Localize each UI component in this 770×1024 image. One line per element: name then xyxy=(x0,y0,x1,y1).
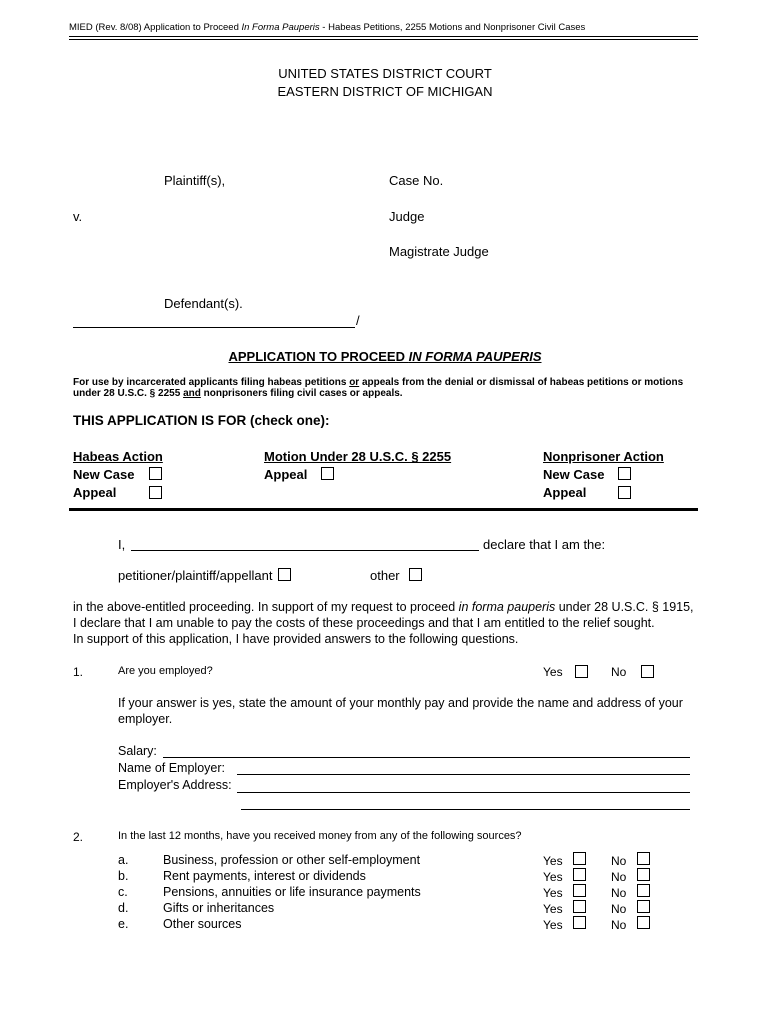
q2-item-no-label: No xyxy=(611,902,627,916)
other-label: other xyxy=(370,568,400,583)
habeas-appeal-label: Appeal xyxy=(73,485,117,500)
versus-label: v. xyxy=(73,209,83,224)
support-line-3: In support of this application, I have provided answers to the following questions. xyxy=(73,632,519,646)
form-id-pre: MIED (Rev. 8/08) Application to Proceed xyxy=(69,22,242,33)
nonprisoner-new-case-label: New Case xyxy=(543,467,605,482)
q2-item-no-label: No xyxy=(611,918,627,932)
check-one-heading: THIS APPLICATION IS FOR (check one): xyxy=(73,413,330,428)
defendant-label: Defendant(s). xyxy=(164,296,243,311)
other-checkbox[interactable] xyxy=(409,568,422,581)
q2a-no-checkbox[interactable] xyxy=(637,852,650,865)
motion-2255-title: Motion Under 28 U.S.C. § 2255 xyxy=(264,449,452,464)
q2-item-text: Business, profession or other self-employment xyxy=(163,853,421,867)
q2-item-yes-label: Yes xyxy=(543,870,563,884)
q2-item-no-label: No xyxy=(611,854,627,868)
declaration-i: I, xyxy=(118,537,126,552)
judge-label: Judge xyxy=(389,209,425,224)
q1-instruction: If your answer is yes, state the amount of your monthly pay and provide the name and address of your employer. xyxy=(118,696,683,726)
habeas-new-case-checkbox[interactable] xyxy=(149,467,162,480)
q2-item-no-label: No xyxy=(611,870,627,884)
q2-item-yes-label: Yes xyxy=(543,886,563,900)
q2d-yes-checkbox[interactable] xyxy=(573,900,586,913)
q2-item-yes-label: Yes xyxy=(543,902,563,916)
habeas-title: Habeas Action xyxy=(73,449,163,464)
q2-item-yes-label: Yes xyxy=(543,918,563,932)
q2c-no-checkbox[interactable] xyxy=(637,884,650,897)
q2-item-no-label: No xyxy=(611,886,627,900)
q2-item-text: Pensions, annuities or life insurance payments xyxy=(163,885,421,899)
usage-note-part3: nonprisoners filing civil cases or appeals. xyxy=(200,388,403,399)
q2-item-text: Gifts or inheritances xyxy=(163,901,275,915)
magistrate-judge-label: Magistrate Judge xyxy=(389,244,489,259)
usage-note-or: or xyxy=(349,377,360,388)
caption-slash: / xyxy=(356,313,360,328)
q1-question: Are you employed? xyxy=(118,665,213,677)
q1-yes-label: Yes xyxy=(543,665,563,679)
nonprisoner-new-case-checkbox[interactable] xyxy=(618,467,631,480)
support-line-1-italic: in forma pauperis xyxy=(458,600,556,614)
petitioner-checkbox[interactable] xyxy=(278,568,291,581)
declaration-declare: declare that I am the: xyxy=(483,537,606,552)
usage-note-part1: For use by incarcerated applicants filing habeas petitions xyxy=(73,377,350,388)
q2b-no-checkbox[interactable] xyxy=(637,868,650,881)
case-no-label: Case No. xyxy=(389,173,444,188)
q2-item-letter: a. xyxy=(118,853,129,867)
applicant-name-field[interactable] xyxy=(131,550,479,551)
employer-name-field[interactable] xyxy=(237,774,690,775)
title-pre: APPLICATION TO PROCEED xyxy=(228,349,409,364)
section-divider xyxy=(69,508,698,511)
q2-item-letter: b. xyxy=(118,869,129,883)
q2e-yes-checkbox[interactable] xyxy=(573,916,586,929)
support-line-1-post: under 28 U.S.C. § 1915, xyxy=(555,600,694,614)
motion-appeal-checkbox[interactable] xyxy=(321,467,334,480)
q2-item-letter: e. xyxy=(118,917,129,931)
q2-number: 2. xyxy=(73,830,84,844)
habeas-new-case-label: New Case xyxy=(73,467,135,482)
title-italic: IN FORMA PAUPERIS xyxy=(408,349,542,364)
q2a-yes-checkbox[interactable] xyxy=(573,852,586,865)
q2e-no-checkbox[interactable] xyxy=(637,916,650,929)
salary-field[interactable] xyxy=(163,757,690,758)
nonprisoner-appeal-checkbox[interactable] xyxy=(618,486,631,499)
q2-item-letter: d. xyxy=(118,901,129,915)
q2c-yes-checkbox[interactable] xyxy=(573,884,586,897)
q2-item-text: Other sources xyxy=(163,917,242,931)
support-line-1-pre: in the above-entitled proceeding. In support of my request to proceed xyxy=(73,600,459,614)
employer-address-field-1[interactable] xyxy=(237,792,690,793)
q2-question: In the last 12 months, have you received money from any of the following sources? xyxy=(118,830,522,842)
q1-no-label: No xyxy=(611,665,627,679)
usage-note-part2: appeals from the denial or dismissal of habeas petitions or motions under 28 U.S.C. § 2255 xyxy=(73,377,684,399)
header-rule-thin xyxy=(69,36,698,37)
q1-no-checkbox[interactable] xyxy=(641,665,654,678)
form-id-italic: In Forma Pauperis xyxy=(241,22,320,33)
employer-name-label: Name of Employer: xyxy=(118,761,225,775)
q2-item-letter: c. xyxy=(118,885,128,899)
court-district: EASTERN DISTRICT OF MICHIGAN xyxy=(277,84,493,99)
usage-note xyxy=(73,377,693,399)
q2-item-yes-label: Yes xyxy=(543,854,563,868)
q2-item-text: Rent payments, interest or dividends xyxy=(163,869,366,883)
q1-yes-checkbox[interactable] xyxy=(575,665,588,678)
motion-appeal-label: Appeal xyxy=(264,467,308,482)
support-line-1 xyxy=(73,600,694,614)
document-title xyxy=(0,349,770,364)
q1-number: 1. xyxy=(73,665,84,679)
usage-note-and: and xyxy=(183,388,201,399)
nonprisoner-title: Nonprisoner Action xyxy=(543,449,664,464)
petitioner-label: petitioner/plaintiff/appellant xyxy=(118,568,273,583)
header-rule-thick xyxy=(69,39,698,40)
nonprisoner-appeal-label: Appeal xyxy=(543,485,587,500)
salary-label: Salary: xyxy=(118,744,157,758)
employer-address-label: Employer's Address: xyxy=(118,778,232,792)
court-name: UNITED STATES DISTRICT COURT xyxy=(278,66,492,81)
form-id-post: - Habeas Petitions, 2255 Motions and Nonprisoner Civil Cases xyxy=(319,22,586,33)
employer-address-field-2[interactable] xyxy=(241,809,690,810)
q2b-yes-checkbox[interactable] xyxy=(573,868,586,881)
q2d-no-checkbox[interactable] xyxy=(637,900,650,913)
plaintiff-label: Plaintiff(s), xyxy=(164,173,226,188)
caption-line xyxy=(73,327,355,328)
support-line-2: I declare that I am unable to pay the costs of these proceedings and that I am entitled to the relief sought. xyxy=(73,616,655,630)
form-id-line xyxy=(69,22,585,33)
habeas-appeal-checkbox[interactable] xyxy=(149,486,162,499)
